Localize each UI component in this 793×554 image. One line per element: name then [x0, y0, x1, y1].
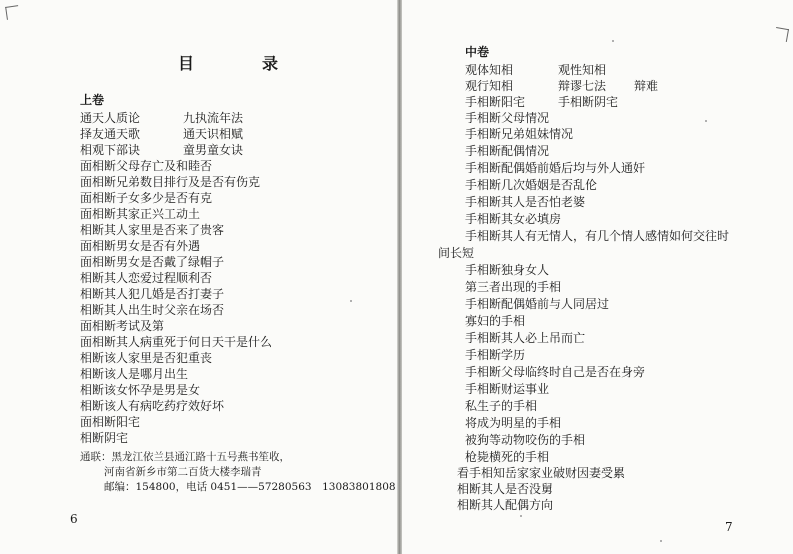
toc-entry: 面相断其人病重死于何日天干是什么 — [80, 335, 273, 349]
toc-entry: 手相断其人必上吊而亡 — [465, 331, 586, 345]
toc-entry: 面相断子女多少是否有克 — [80, 191, 213, 205]
toc-entry: 面相断兄弟数目排行及是否有伤克 — [80, 175, 261, 189]
toc-entry: 相观下部诀 — [80, 143, 141, 157]
toc-entry: 手相断其人是否怕老婆 — [465, 195, 586, 209]
toc-entry: 相断该人是哪月出生 — [80, 367, 189, 381]
volume-heading-middle: 中卷 — [465, 45, 490, 59]
toc-entry: 观行知相 — [465, 79, 514, 93]
toc-entry: 相断其人是否没舅 — [457, 482, 554, 496]
contact-line: 邮编：154800，电话 0451——57280563 13083801808 — [104, 481, 396, 493]
toc-entry: 相断该人有病吃药疗效好坏 — [80, 399, 225, 413]
page-number: 7 — [725, 520, 733, 534]
toc-entry: 观体知相 — [465, 63, 514, 77]
scan-speck — [520, 515, 522, 517]
toc-entry: 面相断男女是否有外遇 — [80, 239, 201, 253]
toc-entry: 九执流年法 — [183, 111, 244, 125]
toc-entry: 手相断其女必填房 — [465, 212, 562, 226]
scan-speck — [612, 40, 614, 42]
scan-speck — [350, 300, 352, 302]
scan-speck — [660, 540, 662, 542]
toc-entry: 面相断男女是否戴了绿帽子 — [80, 255, 225, 269]
toc-entry: 相断其人犯几婚是否打妻子 — [80, 287, 225, 301]
page-number: 6 — [70, 512, 78, 526]
contact-line: 通联：黑龙江依兰县通江路十五号燕书笙收， — [80, 451, 290, 463]
toc-entry: 手相断父母情况 — [465, 111, 550, 125]
toc-entry: 相断其人家里是否来了贵客 — [80, 223, 225, 237]
toc-entry: 被狗等动物咬伤的手相 — [465, 433, 586, 447]
contact-line: 河南省新乡市第二百货大楼李瑞青 — [104, 466, 262, 478]
toc-entry: 相断阴宅 — [80, 431, 129, 445]
toc-entry: 手相断配偶婚前与人同居过 — [465, 297, 610, 311]
toc-entry: 通天人质论 — [80, 111, 141, 125]
toc-entry: 相断其人出生时父亲在场否 — [80, 303, 225, 317]
toc-entry: 看手相知岳家家业破财因妻受累 — [457, 466, 626, 480]
toc-entry: 手相断阴宅 — [558, 95, 619, 109]
scan-speck — [705, 120, 707, 122]
toc-entry: 面相断其家正兴工动土 — [80, 207, 201, 221]
toc-entry: 辩谬七法 — [558, 79, 607, 93]
toc-entry: 私生子的手相 — [465, 399, 538, 413]
toc-entry: 相断该女怀孕是男是女 — [80, 383, 201, 397]
toc-entry: 手相断财运事业 — [465, 382, 550, 396]
toc-entry: 将成为明星的手相 — [465, 416, 562, 430]
toc-entry: 手相断独身女人 — [465, 263, 550, 277]
toc-title: 目 录 — [178, 54, 305, 73]
toc-entry: 手相断配偶情况 — [465, 144, 550, 158]
toc-entry: 相断其人配偶方向 — [457, 498, 554, 512]
toc-entry: 面相断考试及第 — [80, 319, 165, 333]
volume-heading-upper: 上卷 — [80, 93, 105, 107]
toc-entry: 相断该人家里是否犯重丧 — [80, 351, 213, 365]
toc-entry: 枪毙横死的手相 — [465, 450, 550, 464]
toc-entry: 手相断阳宅 — [465, 95, 526, 109]
toc-entry: 手相断学历 — [465, 348, 526, 362]
toc-entry: 手相断兄弟姐妹情况 — [465, 127, 574, 141]
toc-entry: 择友通天歌 — [80, 127, 141, 141]
toc-entry: 面相断阳宅 — [80, 415, 141, 429]
toc-entry: 面相断父母存亡及和睦否 — [80, 159, 213, 173]
toc-entry: 辩难 — [634, 79, 659, 93]
toc-entry: 童男童女诀 — [183, 143, 244, 157]
toc-entry: 第三者出现的手相 — [465, 280, 562, 294]
toc-entry: 手相断配偶婚前婚后均与外人通奸 — [465, 161, 646, 175]
toc-entry: 通天识相赋 — [183, 127, 244, 141]
toc-entry: 相断其人恋爱过程顺利否 — [80, 271, 213, 285]
toc-entry-long-continuation: 间长短 — [438, 246, 475, 260]
toc-entry: 寡妇的手相 — [465, 314, 526, 328]
toc-entry: 手相断父母临终时自己是否在身旁 — [465, 365, 646, 379]
toc-entry: 手相断几次婚姻是否乱伦 — [465, 178, 598, 192]
toc-entry-long: 手相断其人有无情人，有几个情人感情如何交往时 — [465, 229, 730, 243]
toc-entry: 观性知相 — [558, 63, 607, 77]
right-page — [402, 0, 793, 554]
